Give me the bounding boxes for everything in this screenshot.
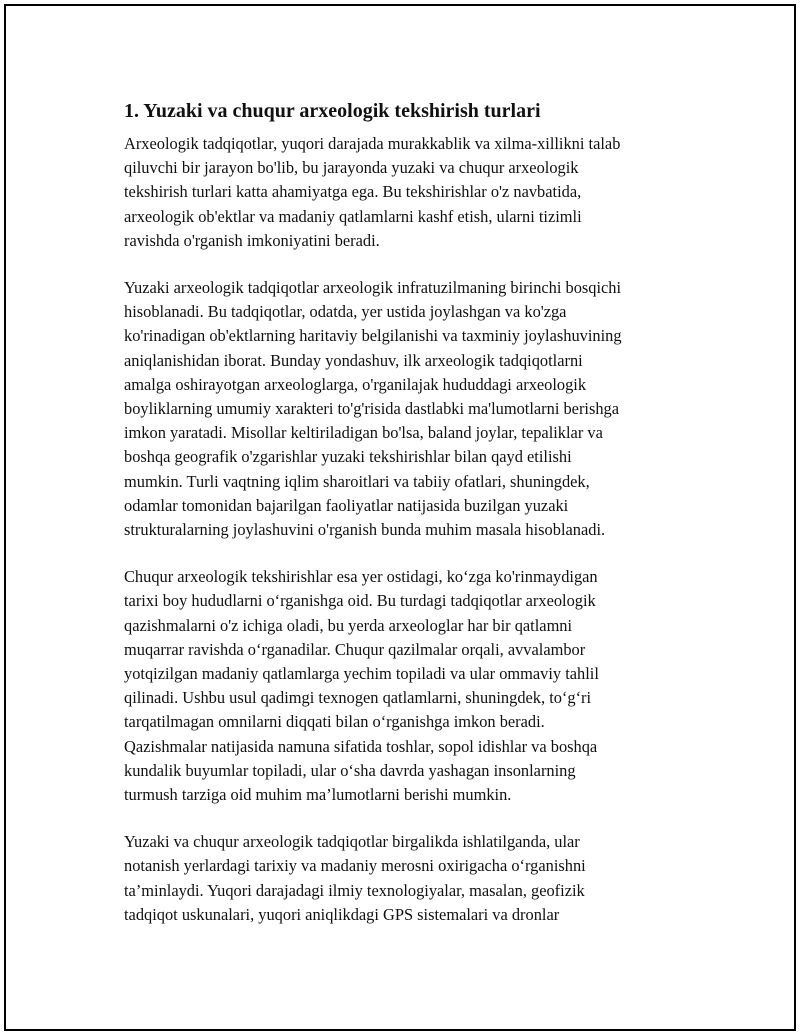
text-line: tadqiqot uskunalari, yuqori aniqlikdagi GPS sistemalari va dronlar — [124, 904, 560, 924]
text-line: mumkin. Turli vaqtning iqlim sharoitlari va tabiiy ofatlari, shuningdek, — [124, 471, 590, 491]
text-line: ravishda o'rganish imkoniyatini beradi. — [124, 230, 380, 250]
text-line: imkon yaratadi. Misollar keltiriladigan bo'lsa, baland joylar, tepaliklar va — [124, 423, 603, 443]
text-line: Yuzaki va chuqur arxeologik tadqiqotlar birgalikda ishlatilganda, ular — [124, 832, 580, 852]
text-line: notanish yerlardagi tarixiy va madaniy merosni oxirigacha o‘rganishni — [124, 856, 586, 876]
text-line: arxeologik ob'ektlar va madaniy qatlamlarni kashf etish, ularni tizimli — [124, 206, 582, 226]
text-line: ta’minlaydi. Yuqori darajadagi ilmiy texnologiyalar, masalan, geofizik — [124, 880, 585, 900]
text-line: yotqizilgan madaniy qatlamlarga yechim topiladi va ular ommaviy tahlil — [124, 664, 599, 684]
text-line: tarqatilmagan omnilarni diqqati bilan o‘rganishga imkon beradi. — [124, 712, 545, 732]
text-line: aniqlanishidan iborat. Bunday yondashuv, ilk arxeologik tadqiqotlarni — [124, 350, 583, 370]
text-line: Qazishmalar natijasida namuna sifatida toshlar, sopol idishlar va boshqa — [124, 736, 598, 756]
paragraph-4 — [124, 830, 694, 927]
text-line: hisoblanadi. Bu tadqiqotlar, odatda, yer ustida joylashgan va ko'zga — [124, 302, 567, 322]
paragraph-2 — [124, 276, 694, 542]
text-line: boshqa geografik o'zgarishlar yuzaki tekshirishlar bilan qayd etilishi — [124, 447, 572, 467]
text-line: tarixi boy hududlarni o‘rganishga oid. Bu turdagi tadqiqotlar arxeologik — [124, 591, 596, 611]
text-line: amalga oshirayotgan arxeologlarga, o'rganilajak hududdagi arxeologik — [124, 374, 587, 394]
text-line: odamlar tomonidan bajarilgan faoliyatlar natijasida buzilgan yuzaki — [124, 495, 569, 515]
document-body — [124, 98, 694, 950]
text-line: strukturalarning joylashuvini o'rganish bunda muhim masala hisoblanadi. — [124, 520, 606, 540]
text-line: muqarrar ravishda o‘rganadilar. Chuqur qazilmalar orqali, avvalambor — [124, 639, 586, 659]
text-line: kundalik buyumlar topiladi, ular o‘sha davrda yashagan insonlarning — [124, 760, 576, 780]
page-frame — [4, 4, 796, 1031]
paragraph-3 — [124, 565, 694, 807]
text-line: ko'rinadigan ob'ektlarning haritaviy belgilanishi va taxminiy joylashuvining — [124, 326, 622, 346]
section-heading: 1. Yuzaki va chuqur arxeologik tekshirish turlari — [124, 100, 541, 122]
text-line: boyliklarning umumiy xarakteri to'g'risida dastlabki ma'lumotlarni berishga — [124, 399, 620, 419]
text-line: qazishmalarni o'z ichiga oladi, bu yerda arxeologlar har bir qatlamni — [124, 615, 573, 635]
text-line: Arxeologik tadqiqotlar, yuqori darajada murakkablik va xilma-xillikni talab — [124, 134, 621, 153]
text-line: Yuzaki arxeologik tadqiqotlar arxeologik infratuzilmaning birinchi bosqichi — [124, 278, 622, 298]
text-line: tekshirish turlari katta ahamiyatga ega. Bu tekshirishlar o'z navbatida, — [124, 182, 582, 202]
text-line: qilinadi. Ushbu usul qadimgi texnogen qatlamlarni, shuningdek, to‘g‘ri — [124, 688, 592, 708]
text-line: Chuqur arxeologik tekshirishlar esa yer ostidagi, ko‘zga ko'rinmaydigan — [124, 567, 598, 587]
text-line: turmush tarziga oid muhim ma’lumotlarni berishi mumkin. — [124, 785, 512, 805]
paragraph-1 — [124, 132, 694, 253]
text-line: qiluvchi bir jarayon bo'lib, bu jarayonda yuzaki va chuqur arxeologik — [124, 158, 579, 178]
